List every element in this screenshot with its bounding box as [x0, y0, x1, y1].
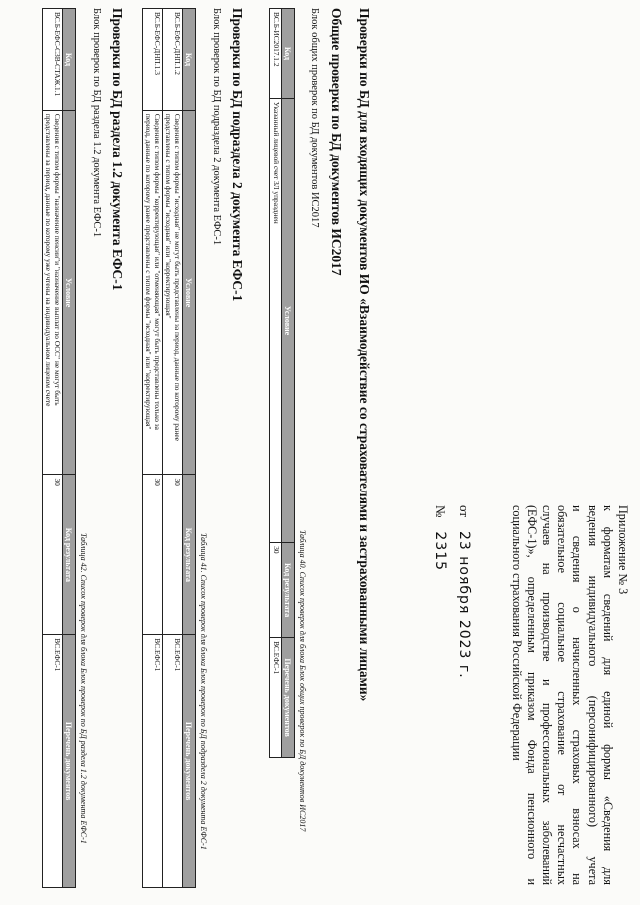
cell-docs: ВС.ЕФС-1 — [142, 635, 162, 888]
table-40 — [269, 8, 295, 758]
header-code: Код — [183, 9, 196, 111]
order-date — [456, 505, 472, 679]
table-42-caption: Таблица 42. Список проверок для блока Блок проверок по БД раздела 1.2 документа ЕФС-1 — [79, 533, 88, 844]
cell-docs: ВС.ЕФС-1 — [42, 635, 62, 888]
appendix-line: и сведения о начисленных страховых взносах на — [570, 505, 585, 885]
cell-result: 30 — [270, 543, 282, 638]
header-condition: Условие — [63, 110, 76, 475]
cell-condition — [42, 110, 62, 475]
header-doc-list: Перечень документов — [63, 635, 76, 888]
header-condition: Условие — [183, 110, 196, 475]
order-number — [432, 505, 448, 571]
section-3-subtitle: Блок проверок по БД раздела 1.2 документа ЕФС-1 — [91, 8, 102, 238]
condition-line: Сведения с типом формы "исходная" не могут быть представлены за период, данные по которому ранее — [173, 113, 182, 441]
cell-docs: ВС.ЕФС-1 — [162, 635, 182, 888]
header-condition: Условие — [282, 98, 295, 542]
number-value: 2315 — [432, 531, 448, 572]
header-doc-list: Перечень документов — [183, 635, 196, 888]
header-doc-list: Перечень документов — [282, 638, 295, 758]
condition-line: Сведения с типом формы "назначение пенсии"и "назначение выплат по ОСС" не могут быть — [53, 113, 62, 406]
cell-code: ВС.Б-ЕФС-ДНП.1.2 — [162, 9, 182, 111]
date-prefix: от — [457, 505, 472, 518]
cell-result: 30 — [42, 475, 62, 635]
appendix-line: случаев на производстве и профессиональных заболеваний — [539, 505, 554, 885]
condition-line: период, данные по которому ранее представлены с типом формы "исходная" или "корректирующая" — [144, 113, 154, 430]
main-title: Проверки по БД для входящих документов ИО «Взаимодействие со страхователями и застрахованными лицами» — [357, 8, 372, 702]
number-prefix: № — [433, 505, 448, 518]
table-41 — [142, 8, 196, 888]
header-code: Код — [63, 9, 76, 111]
cell-code: ВС.Б-ЕФС-СЗВ-СТАЖ.1.1 — [42, 9, 62, 111]
appendix-line: Приложение № 3 — [616, 505, 630, 595]
cell-code: ВС.Б-ИС2017.1.2 — [270, 9, 282, 99]
condition-line: представлены с типом формы "исходная" или "корректирующая" — [164, 113, 174, 319]
section-2-subtitle: Блок проверок по БД подраздела 2 документа ЕФС-1 — [211, 8, 222, 246]
cell-result: 30 — [142, 475, 162, 635]
cell-result: 30 — [162, 475, 182, 635]
header-code: Код — [282, 9, 295, 99]
cell-docs: ВС.ЕФС-1 — [270, 638, 282, 758]
date-value: 23 ноября 2023 г. — [456, 531, 472, 679]
table-40-caption: Таблица 40. Список проверок для блока Блок общих проверок по БД документов ИС2017 — [298, 530, 307, 832]
table-header-row — [183, 9, 196, 888]
condition-line: Сведения с типом формы "корректирующая" или "отменяющая" могут быть представлены только за — [152, 113, 162, 430]
header-result-code: Код результата — [183, 475, 196, 635]
appendix-line: обязательное социальное страхование от несчастных — [555, 505, 570, 885]
cell-condition — [142, 110, 162, 475]
appendix-header — [508, 505, 630, 885]
table-row — [142, 9, 162, 888]
header-result-code: Код результата — [63, 475, 76, 635]
section-2-title: Проверки по БД подраздела 2 документа ЕФС-1 — [230, 8, 245, 302]
table-row — [162, 9, 182, 888]
table-header-row — [63, 9, 76, 888]
table-row — [270, 9, 282, 758]
appendix-line: (ЕФС-1)», определенным приказом Фонда пенсионного и — [524, 505, 539, 885]
section-1-subtitle: Блок общих проверок по БД документов ИС2017 — [309, 8, 320, 228]
section-3-title: Проверки по БД раздела 1.2 документа ЕФС-1 — [110, 8, 125, 291]
cell-condition — [162, 110, 182, 475]
table-row — [42, 9, 62, 888]
condition-line: представлены за период, данные по которому уже учтены на индивидуальном лицевом счете — [44, 113, 54, 407]
table-41-caption: Таблица 41. Список проверок для блока Блок проверок по БД подраздела 2 документа ЕФС-1 — [199, 533, 208, 850]
table-header-row — [282, 9, 295, 758]
header-result-code: Код результата — [282, 543, 295, 638]
cell-condition: Указанный лицевой счет ЗЛ упразднен — [270, 98, 282, 542]
section-1-title: Общие проверки по БД документов ИС2017 — [329, 8, 344, 276]
appendix-line: социального страхования Российской Федерации — [509, 505, 524, 761]
appendix-line: ведения индивидуального (персонифицированного) учета — [585, 505, 600, 885]
cell-code: ВС.Б-ЕФС-ДНП.1.3 — [142, 9, 162, 111]
appendix-line: к форматам сведений для единой формы «Сведения для — [600, 505, 615, 885]
table-42 — [42, 8, 76, 888]
